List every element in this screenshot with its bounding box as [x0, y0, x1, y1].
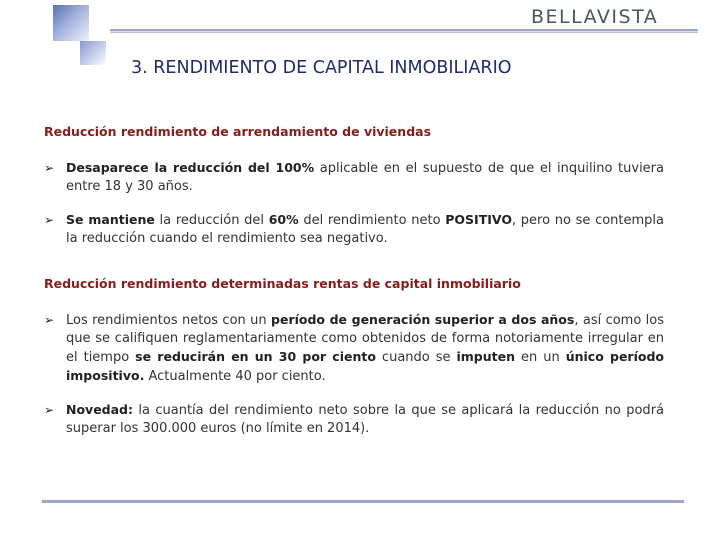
bullet-text: cuando se — [375, 350, 457, 365]
brand-logo: BELLAVISTA — [531, 6, 659, 28]
bullet-list — [44, 159, 664, 248]
bullet-text: Actualmente 40 por ciento. — [144, 369, 326, 384]
bullet-item — [44, 159, 664, 196]
bullet-text-bold: Novedad: — [66, 402, 134, 417]
footer-rule — [42, 500, 684, 503]
bullet-text: del rendimiento neto — [298, 213, 446, 228]
slide-content — [44, 124, 664, 438]
bullet-text-bold: Desaparece la reducción del 100% — [66, 160, 315, 175]
logo-decoration — [50, 5, 110, 67]
bullet-item — [44, 311, 664, 386]
section-heading: Reducción rendimiento de arrendamiento de viviendas — [44, 124, 432, 139]
bullet-text: , pero no se contempla la reducción cuando el rendimiento sea negativo. — [66, 213, 665, 246]
bullet-text: la reducción del — [154, 213, 269, 228]
bullet-text-bold: POSITIVO — [445, 212, 512, 227]
bullet-text-bold: imputen — [456, 349, 515, 364]
arrow-bullet-icon: ➢ — [44, 161, 55, 175]
logo-square-small — [80, 41, 106, 65]
bullet-item — [44, 211, 664, 248]
bullet-text-bold: se reducirán en un 30 por ciento — [135, 349, 376, 364]
section-heading: Reducción rendimiento determinadas rentas de capital inmobiliario — [44, 276, 521, 291]
arrow-bullet-icon: ➢ — [44, 403, 55, 417]
bullet-text: aplicable en el supuesto de que el inquilino tuviera entre 18 y 30 años. — [66, 161, 664, 194]
logo-square-large — [53, 5, 89, 41]
arrow-bullet-icon: ➢ — [44, 213, 55, 227]
bullet-text-bold: 60% — [268, 212, 299, 227]
bullet-text: en un — [515, 350, 566, 365]
bullet-text-bold: período de generación superior a dos años — [271, 312, 575, 327]
bullet-text: Los rendimientos netos con un — [66, 313, 272, 328]
bullet-text-bold: Se mantiene — [66, 212, 155, 227]
bullet-text: , así como los que se califiquen reglamentariamente como obtenidos de forma notoriamente irregular en el tiempo — [66, 313, 665, 365]
slide-title: 3. RENDIMIENTO DE CAPITAL INMOBILIARIO — [131, 58, 512, 78]
bullet-text-bold: único período impositivo. — [66, 349, 664, 383]
bullet-item — [44, 401, 664, 438]
bullet-list — [44, 311, 664, 438]
bullet-text: la cuantía del rendimiento neto sobre la que se aplicará la reducción no podrá superar los 300.000 euros (no límite en 2014). — [66, 403, 664, 436]
arrow-bullet-icon: ➢ — [44, 313, 55, 327]
header-rule — [110, 29, 698, 33]
